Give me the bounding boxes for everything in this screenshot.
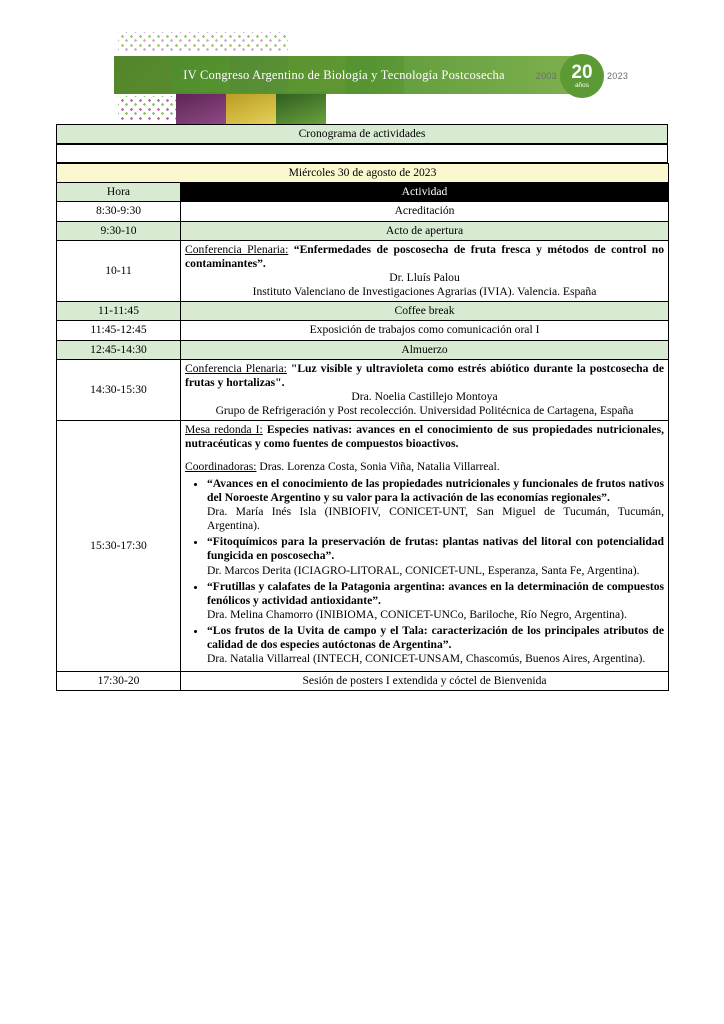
table-row-plenary — [57, 240, 669, 302]
anniversary-circle — [560, 54, 604, 98]
plenary-speaker: Dra. Noelia Castillejo Montoya — [351, 389, 498, 403]
table-row — [57, 671, 669, 690]
row-time: 11-11:45 — [57, 302, 181, 321]
row-activity — [181, 240, 669, 302]
plenary-speaker: Dr. Lluís Palou — [389, 270, 460, 284]
plenary-heading-line — [185, 243, 664, 271]
header-banner — [56, 26, 668, 124]
table-row — [57, 302, 669, 321]
photo-berries — [176, 92, 226, 124]
list-item — [207, 477, 664, 534]
document-title-row — [57, 125, 668, 144]
anniversary-year-start: 2003 — [535, 71, 557, 81]
row-activity: Exposición de trabajos como comunicación oral I — [181, 321, 669, 340]
row-time: 14:30-15:30 — [57, 359, 181, 421]
row-activity — [181, 359, 669, 421]
document-title-table — [56, 124, 668, 144]
talk-title: • “Fitoquímicos para la preservación de frutas: plantas nativas del litoral con potencialidad fungicida en poscosecha”. — [207, 535, 665, 563]
anniversary-logo — [526, 50, 638, 102]
photo-pepper — [276, 92, 326, 124]
row-time: 15:30-17:30 — [57, 421, 181, 671]
document-title: Cronograma de actividades — [57, 125, 668, 144]
list-item — [207, 535, 664, 577]
talk-author: Dra. Melina Chamorro (INIBIOMA, CONICET-UNCo, Bariloche, Río Negro, Argentina). — [207, 607, 627, 621]
row-time: 12:45-14:30 — [57, 340, 181, 359]
vegetable-photo-strip-bottom — [176, 92, 326, 124]
spacer-row — [57, 145, 668, 163]
plenary-affiliation: Grupo de Refrigeración y Post recolección. Universidad Politécnica de Cartagena, España — [215, 404, 634, 418]
schedule-header-row — [57, 183, 669, 202]
row-time: 17:30-20 — [57, 671, 181, 690]
plenary-heading-line — [185, 362, 664, 390]
plenary-title: "Luz visible y ultravioleta como estrés abiótico durante la postcosecha de frutas y hortalizas". — [185, 361, 664, 389]
column-header-activity: Actividad — [181, 183, 669, 202]
talk-author: Dra. María Inés Isla (INBIOFIV, CONICET-UNT, San Miguel de Tucumán, Tucumán, Argentina). — [207, 504, 665, 533]
column-header-time: Hora — [57, 183, 181, 202]
row-activity: Sesión de posters I extendida y cóctel de Bienvenida — [181, 671, 669, 690]
row-activity: Acreditación — [181, 202, 669, 221]
table-row-roundtable — [57, 421, 669, 671]
schedule-table — [56, 163, 669, 691]
row-activity: Almuerzo — [181, 340, 669, 359]
table-row — [57, 321, 669, 340]
schedule-date-row — [57, 164, 669, 183]
talk-author: Dra. Natalia Villarreal (INTECH, CONICET-UNSAM, Chascomús, Buenos Aires, Argentina). — [207, 652, 646, 666]
congress-title: IV Congreso Argentino de Biología y Tecnología Postcosecha — [183, 67, 505, 82]
row-time: 10-11 — [57, 240, 181, 302]
talk-author: Dr. Marcos Derita (ICIAGRO-LITORAL, CONICET-UNL, Esperanza, Santa Fe, Argentina). — [207, 563, 640, 577]
row-activity — [181, 421, 669, 671]
coordinators-names: Dras. Lorenza Costa, Sonia Viña, Natalia Villarreal. — [259, 459, 500, 473]
table-row — [57, 202, 669, 221]
plenary-label: Conferencia Plenaria: — [185, 242, 289, 256]
decorative-dots-top — [118, 32, 288, 52]
table-row — [57, 221, 669, 240]
list-item — [207, 624, 664, 666]
coordinators-label: Coordinadoras: — [185, 459, 257, 473]
plenary-affiliation: Instituto Valenciano de Investigaciones Agrarias (IVIA). Valencia. España — [252, 285, 597, 299]
banner-strip — [56, 26, 668, 124]
photo-lemon — [226, 92, 276, 124]
plenary-title: “Enfermedades de poscosecha de fruta fresca y métodos de control no contaminantes”. — [185, 242, 665, 270]
roundtable-intro: Especies nativas: avances en el conocimiento de sus propiedades nutricionales, nutracéuticas y como fuentes de compuestos bioactivos. — [185, 423, 664, 451]
congress-title-bar — [114, 56, 574, 94]
table-row-plenary — [57, 359, 669, 421]
spacer-table — [56, 144, 668, 163]
roundtable-talk-list — [185, 477, 664, 667]
anniversary-label: años — [574, 81, 590, 89]
anniversary-number: 20 — [571, 61, 593, 83]
row-time: 11:45-12:45 — [57, 321, 181, 340]
row-activity: Acto de apertura — [181, 221, 669, 240]
row-time: 8:30-9:30 — [57, 202, 181, 221]
talk-title: • “Avances en el conocimiento de las propiedades nutricionales y funcionales de frutos nativos del Noroeste Argentino y su valor para la activación de las economías regionales”. — [207, 476, 665, 504]
roundtable-label: Mesa redonda I: — [185, 423, 263, 437]
talk-title: • “Frutillas y calafates de la Patagonia argentina: avances en la determinación de compuestos fenólicos y actividad antioxidante”. — [207, 579, 665, 607]
anniversary-year-end: 2023 — [607, 71, 629, 81]
roundtable-coordinators-line — [185, 460, 664, 474]
schedule-date: Miércoles 30 de agosto de 2023 — [57, 164, 669, 183]
roundtable-heading — [185, 423, 664, 451]
plenary-label: Conferencia Plenaria: — [185, 361, 287, 375]
row-time: 9:30-10 — [57, 221, 181, 240]
table-row — [57, 340, 669, 359]
spacer-cell — [57, 145, 668, 163]
row-activity: Coffee break — [181, 302, 669, 321]
talk-title: • “Los frutos de la Uvita de campo y el Tala: caracterización de los principales atributos de calidad de dos especies autóctonas de Argentina”. — [207, 624, 665, 652]
list-item — [207, 580, 664, 622]
